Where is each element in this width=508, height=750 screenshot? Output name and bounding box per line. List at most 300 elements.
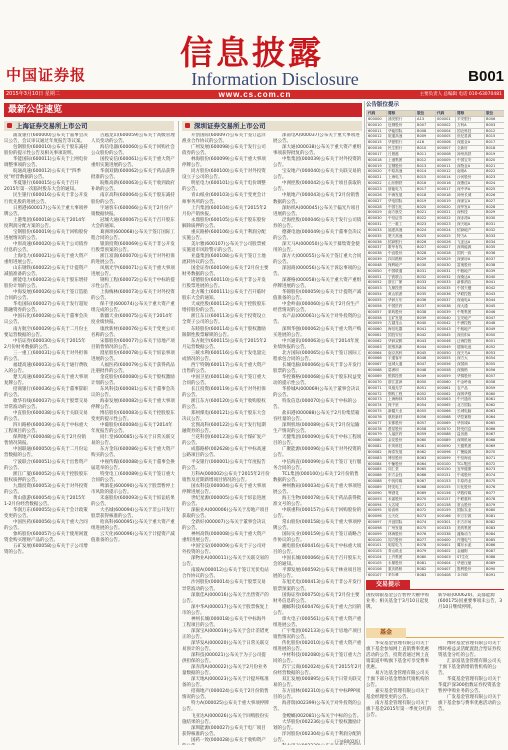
table-cell: B051 (485, 338, 505, 344)
table-cell: 开创国际 (387, 520, 416, 526)
table-cell: B007 (416, 122, 436, 128)
announcement-item: 博时基金管理有限公司关于博时裕益灵活配置混合型证券投资基金分红的公告。 (438, 641, 501, 658)
table-cell: 金花股份 (387, 438, 416, 444)
table-cell: B053 (416, 397, 436, 403)
announcement-item: 民生银行(600016)公布关于非公开发行优先股的进展公告。 (4, 193, 88, 205)
table-cell: 深天地A (456, 222, 485, 228)
announcement-item: 深天地A(000023)公布关于计提坏账准备的公告。 (182, 677, 269, 689)
table-cell: 华侨城A (456, 420, 485, 426)
table-cell: B058 (416, 426, 436, 432)
announcement-item: 深国商(000056)公布关于诉讼事项的公告。 (273, 266, 362, 278)
table-cell: 600052 (367, 280, 387, 286)
announcement-item: 中国长城(000066)公布关于召开股东大会的通知。 (273, 556, 362, 568)
table-cell: 宇通客车 (387, 356, 416, 362)
table-cell: 600068 (367, 368, 387, 374)
table-cell: 000099 (436, 455, 456, 461)
table-cell: B022 (416, 216, 436, 222)
website-url[interactable]: www.cs.com.cn (218, 90, 292, 99)
announcement-item: 沙河股份(000014)公布关于股票交易异常波动的公告。 (182, 580, 266, 592)
table-cell: 000070 (436, 426, 456, 432)
table-cell: 海泰发展 (387, 449, 416, 455)
announcement-item: 上汽集团(600104)公布关于2015年2月份产销快报。 (182, 205, 267, 217)
table-cell: 600031 (367, 222, 387, 228)
table-cell: A16 (416, 140, 436, 146)
table-cell: 浙江富润 (387, 379, 416, 385)
table-cell: B032 (485, 227, 505, 233)
announcement-item: 深赛格(000058)公布关于重大资产重组停牌进展的公告。 (273, 278, 362, 290)
table-cell: B036 (416, 298, 436, 304)
table-cell: 华润双鹤 (387, 338, 416, 344)
table-cell: 农产品 (456, 385, 485, 391)
table-cell: 深华发A (456, 204, 485, 210)
announcement-item: 神州高铁(000008)公布关于重大资产重组进展公告。 (182, 532, 266, 544)
announcement-item: 农产品(000061)公布关于对外投资的公告。 (273, 314, 362, 326)
table-cell: 000404 (436, 560, 456, 566)
table-cell: 600104 (367, 555, 387, 561)
table-cell: 000042 (436, 321, 456, 327)
table-cell: 600096 (367, 514, 387, 520)
announcement-item: 双汇发展(000895)公布关于日常关联交易的公告。 (273, 677, 362, 689)
announcement-item: 深大通(000038)公布关于重大资产重组事项获得批复的公告。 (273, 145, 362, 157)
table-cell: B009 (416, 134, 436, 140)
table-cell: 000333 (436, 525, 456, 531)
announcement-item: 东风科技(600081)公布关于董事会决议的公告。 (91, 386, 175, 399)
table-cell: 600107 (367, 572, 387, 576)
table-cell: 九鼎投资 (387, 286, 416, 292)
table-cell: 600093 (367, 496, 387, 502)
table-cell: 深圳能源 (456, 245, 485, 251)
announcement-item: 开创国际(600097)公布关于签订远洋渔业合作协议的公告。 (182, 133, 266, 145)
table-cell: 600021 (367, 175, 387, 181)
table-cell: B090 (485, 566, 505, 572)
table-cell: B082 (416, 566, 436, 572)
table-cell: B027 (416, 245, 436, 251)
announcement-item: 华控赛格(000068)公布关于股东权益变动的提示性公告。 (273, 374, 362, 386)
announcement-item: 东方金钰(600086)公布关于重大资产购买的公告。 (91, 447, 175, 459)
table-cell: 000038 (436, 303, 456, 309)
table-cell: 000024 (436, 227, 456, 233)
table-cell: 600050 (367, 268, 387, 274)
announcement-item: 深振业A(000006)公布关于房地产项目获取的公告。 (182, 507, 269, 519)
fund-column-left (366, 641, 432, 745)
table-cell: 永鼎股份 (387, 560, 416, 566)
table-cell: 上海梅林 (387, 397, 416, 403)
table-cell: 沙河股份 (456, 175, 485, 181)
table-cell: B040 (485, 274, 505, 280)
table-cell: B034 (416, 286, 436, 292)
table-cell: B027 (485, 198, 505, 204)
table-cell: 600089 (367, 485, 387, 491)
table-cell: 青山纸业 (387, 549, 416, 555)
table-cell: B065 (416, 467, 436, 473)
table-cell: 000033 (436, 280, 456, 286)
announcement-item: 东方园林(002310)公布关于中标PPP项目的公告。 (273, 689, 361, 701)
table-cell: 600026 (367, 192, 387, 198)
table-cell: B035 (485, 245, 505, 251)
table-cell: 600010 (367, 122, 387, 128)
announcement-item: 宝安地产(000040)公布关于关联交易的公告。 (273, 169, 362, 181)
announcement-item: 上海电力(600021)公布关于重大资产重组进展公告。 (4, 253, 88, 265)
table-cell: B045 (416, 350, 436, 356)
table-cell: 深方大 (456, 356, 485, 362)
announcement-item: 福建高速(600033)公布关于通行费收入的公告。 (4, 362, 88, 374)
table-cell: 600100 (367, 537, 387, 543)
bullet-icon (7, 123, 12, 128)
announcement-item: 中信证券(600030)公布关于2015年2月份财务数据的公告。 (4, 338, 86, 350)
table-cell: B074 (485, 473, 505, 479)
announcement-item: 中航地产(000043)公布关于2月份销售数据的公告。 (273, 193, 360, 205)
table-cell: 国农科技 (456, 128, 485, 134)
announcement-item: 中原高速(600020)公布关于公司债券付息的公告。 (4, 241, 88, 253)
announcement-item: 中国医药(600056)公布关于重大合同的公告。 (4, 520, 88, 532)
table-cell: B046 (416, 356, 436, 362)
announcement-item: 浙江东方(600120)公布关于收购股权的公告。 (182, 399, 266, 411)
announcement-item: 深方大(000055)公布关于签订重大合同的公告。 (273, 253, 362, 265)
table-cell: 重庆路桥 (387, 566, 416, 572)
table-cell: B040 (416, 321, 436, 327)
announcement-item: 深深宝A(000019)公布关于会计差错更正的公告。 (182, 628, 269, 640)
index-header-cell: 代码 (367, 111, 387, 117)
table-cell: B015 (485, 134, 505, 140)
table-cell: 600012 (367, 134, 387, 140)
table-cell: 000088 (436, 432, 456, 438)
table-cell: 000016 (436, 181, 456, 187)
table-cell: 600062 (367, 338, 387, 344)
fund-section-title: 基金 (366, 628, 406, 638)
table-cell: 600071 (367, 385, 387, 391)
announcement-item: 兰花科创(600123)公布关于煤矿复产的公告。 (182, 435, 266, 447)
table-cell: B073 (485, 467, 505, 473)
announcement-item: 北方国际(000065)公布关于签订国际工程承包合同的公告。 (273, 350, 362, 362)
table-cell: B029 (485, 210, 505, 216)
table-cell: 神州高铁 (456, 151, 485, 157)
table-cell: 000031 (436, 268, 456, 274)
table-cell: 中直股份 (387, 251, 416, 257)
table-cell: B041 (416, 327, 436, 333)
table-cell: 深深宝A (456, 198, 485, 204)
table-cell: 中金岭南 (456, 379, 485, 385)
announcement-item: 中葡股份(600084)公布关于2014年年度报告的公告。 (91, 423, 173, 435)
table-cell: 000018 (436, 192, 456, 198)
table-cell: 600015 (367, 140, 387, 146)
table-cell: 啤酒花 (387, 490, 416, 496)
table-cell: B089 (485, 560, 505, 566)
fund-section-rule (406, 637, 504, 638)
table-cell: 000100 (436, 461, 456, 467)
table-cell: 冀东水泥 (456, 543, 485, 549)
table-cell: 特变电工 (387, 485, 416, 491)
announcement-item: 东睦股份(600114)公布关于股权激励限制性股票解锁的公告。 (182, 326, 266, 338)
announcement-item: 特发信息(000070)公布关于中标的公告。 (273, 399, 357, 411)
table-cell: B039 (416, 315, 436, 321)
announcement-item: 深圳能源(000027)公布关于电厂项目获得核准的公告。 (182, 725, 266, 737)
table-cell: B062 (485, 403, 505, 409)
announcement-item: 上海梅林(600073)公布关于对外投资的公告。 (91, 290, 175, 302)
table-cell: B028 (416, 251, 436, 257)
szse-column-header (182, 121, 362, 131)
table-cell: 000058 (436, 368, 456, 374)
table-cell: 大名城 (387, 502, 416, 508)
announcement-item: 银鸽投资(600069)公布关于非公开发行股票预案的公告。 (91, 241, 175, 253)
table-cell: B010 (416, 146, 436, 152)
table-cell: 600077 (367, 420, 387, 426)
announcement-item: 同仁堂(600085)公布关于日常关联交易的公告。 (91, 435, 175, 447)
announcement-item: 中材科技(002080)公布关于签订重大合同的公告。 (273, 653, 362, 665)
table-cell: 000090 (436, 444, 456, 450)
table-cell: 深天马A (456, 350, 485, 356)
table-cell: 飞亚达A (456, 239, 485, 245)
table-cell: 宁波联合 (387, 274, 416, 280)
table-cell: 600081 (367, 444, 387, 450)
table-cell: B068 (485, 438, 505, 444)
table-cell: 保利地产 (387, 262, 416, 268)
table-cell: 600073 (367, 397, 387, 403)
announcement-item: 华锦股份(000059)公布关于计提资产减值准备的公告。 (273, 290, 362, 302)
table-cell: 600017 (367, 151, 387, 157)
announcement-item: 华安基金管理有限公司关于旗下基金参加网上直销费率优惠活动的公告，投资者通过网上直销渠道申购旗下基金可享受费率优惠。 (366, 641, 429, 670)
table-cell: 中兴通讯 (456, 397, 485, 403)
announcement-item: 上港集团(600018)公布关于2014年度利润分配方案的公告。 (4, 217, 86, 229)
announcement-item: 南方航空(600029)公布关于二月份主要运营数据的公告。 (4, 326, 88, 338)
page-title-chinese: 信息披露 (180, 33, 324, 72)
table-cell: B079 (416, 549, 436, 555)
announcement-item: 洋河股份(002304)公布关于利润分配的公告。 (273, 731, 362, 743)
announcement-item: 山东钢铁(600022)公布关于计提资产减值准备的公告。 (4, 266, 88, 278)
table-cell: 600074 (367, 403, 387, 409)
table-cell: 中联重科 (456, 496, 485, 502)
table-cell: 胜利股份 (456, 566, 485, 572)
table-cell: 上汽集团 (387, 555, 416, 561)
announcement-item: 澄星股份(600078)公布关于诉讼事项进展的公告。 (91, 350, 175, 362)
table-cell: 新疆天业 (387, 409, 416, 415)
table-cell: 申万宏源 (456, 514, 485, 520)
table-cell: B042 (485, 286, 505, 292)
announcement-item: 国金证券(600109)公布关于2月份主要财务数据的公告。 (182, 266, 269, 278)
table-cell: B006 (485, 116, 505, 122)
table-cell: 深圳华强 (456, 391, 485, 397)
table-cell: 600060 (367, 327, 387, 333)
announcement-item: 长城电脑(000066)公布关于非公开发行股票的公告。 (273, 362, 362, 374)
table-cell: B078 (416, 543, 436, 549)
announcement-item: 嘉实基金管理有限公司关于基金经理变更的公告。 (366, 689, 429, 700)
announcement-item: 中兴通讯(000063)公布关于2014年度业绩快报的公告。 (273, 338, 360, 350)
table-cell: B084 (485, 531, 505, 537)
table-cell: B030 (416, 262, 436, 268)
table-cell: B003 (485, 122, 505, 128)
table-cell: 广聚能源 (456, 449, 485, 455)
announcement-item: 美尔雅(600107)公布关于公司股票被实施退市风险警示的公告。 (182, 241, 266, 253)
table-cell: B020 (416, 204, 436, 210)
table-cell: 000030 (436, 262, 456, 268)
table-row (367, 572, 505, 576)
table-cell: 000012 (436, 169, 456, 175)
table-cell: B031 (485, 222, 505, 228)
table-cell: 皖维高新 (387, 344, 416, 350)
announcement-item: 啤酒花(600090)公布关于股票暂停上市风险的提示公告。 (91, 483, 175, 495)
table-cell: 华数传媒 (456, 490, 485, 496)
table-cell: B037 (485, 257, 505, 263)
table-cell: 宋都股份 (387, 420, 416, 426)
table-cell: 600101 (367, 543, 387, 549)
table-cell: 浙能电力 (387, 186, 416, 192)
table-cell: B046 (485, 309, 505, 315)
table-cell: B077 (416, 537, 436, 543)
table-cell: 神州长城 (456, 192, 485, 198)
table-cell: B062 (416, 449, 436, 455)
table-cell: 000150 (436, 467, 456, 473)
table-cell: B033 (416, 280, 436, 286)
table-cell: 600037 (367, 245, 387, 251)
table-cell: 600098 (367, 525, 387, 531)
trading-tips-left: 国投瑞银基金公告暂停大额申购业务；相关基金于3月10日起复牌。 (366, 593, 429, 610)
table-cell: 000158 (436, 502, 456, 508)
table-cell: B069 (485, 444, 505, 450)
table-cell: 凤凰光学 (387, 385, 416, 391)
table-cell: B070 (416, 496, 436, 502)
table-cell: B017 (416, 186, 436, 192)
table-cell: B060 (416, 438, 436, 444)
table-cell: 深桑达A (456, 274, 485, 280)
table-cell: 000089 (436, 438, 456, 444)
announcement-item: 飞亚达A(000026)公布关于回购股份实施结果的公告。 (182, 713, 269, 725)
table-cell: 000045 (436, 333, 456, 339)
table-cell: B069 (416, 490, 436, 496)
table-cell: 楚天高速 (387, 233, 416, 239)
table-cell: 上港集团 (387, 157, 416, 163)
announcement-item: 中金岭南(000060)公布关于2月份生产经营情况的公告。 (273, 302, 360, 314)
table-cell: 海信电器 (387, 327, 416, 333)
announcement-item: 钢构工程(600072)公布关于中标的提示性公告。 (91, 278, 175, 290)
table-cell: 金融街 (456, 549, 485, 555)
index-header-cell: 版位 (485, 111, 505, 117)
table-cell: B023 (485, 175, 505, 181)
announcement-item: 宇通客车(600066)公布关于2月份产销数据快报。 (91, 205, 174, 217)
sse-column-title: 上海证券交易所上市公司 (16, 122, 88, 130)
announcement-item: 西宁特钢(600117)公布关于重大资产出售的公告。 (182, 362, 266, 374)
table-cell: 000338 (436, 531, 456, 537)
table-cell: 国际实业 (456, 508, 485, 514)
table-cell: B063 (416, 455, 436, 461)
table-cell: 600103 (367, 549, 387, 555)
table-cell: 中粮地产 (456, 268, 485, 274)
table-cell: 000004 (436, 128, 456, 134)
announcement-item: 易方达基金管理有限公司关于旗下部分基金增加代销机构的公告。 (366, 671, 429, 688)
announcement-item: 亚盛集团(600108)公布关于签订土地流转协议的公告。 (182, 253, 266, 265)
table-cell: B024 (416, 227, 436, 233)
announcement-index-title: 公告版位提示 (366, 102, 400, 108)
table-cell: 福建高速 (387, 227, 416, 233)
table-cell: 600106 (367, 566, 387, 572)
table-cell: 深物业A (456, 163, 485, 169)
trading-tips-rule (410, 589, 504, 590)
announcement-item: 明星电力(600101)公布关于电价调整的公告。 (182, 181, 266, 193)
table-cell: B052 (485, 344, 505, 350)
announcement-item: 泛海控股(000046)公布关于发行公司债券的公告。 (273, 217, 362, 229)
table-cell: 000009 (436, 157, 456, 163)
table-cell: 特发信息 (456, 426, 485, 432)
table-cell: 中国宝安 (456, 157, 485, 163)
table-cell: 000049 (436, 344, 456, 350)
table-cell: 000011 (436, 163, 456, 169)
announcement-item: 南京高科(600064)公布关于股东减持股份的公告。 (91, 193, 175, 205)
announcement-item: 宝钢股份(600019)公布关于回购股份进展情况的公告。 (4, 229, 88, 241)
table-cell: 000021 (436, 210, 456, 216)
announcement-item: 全新好(000007)公布关于董事会决议的公告。 (182, 520, 266, 532)
table-cell: 000005 (436, 134, 456, 140)
table-cell: B049 (416, 373, 436, 379)
announcement-item: 日照港(600017)公布关于重大事项停牌公告。 (4, 205, 88, 217)
table-cell: 深中华A (456, 186, 485, 192)
table-cell: 招商银行 (387, 239, 416, 245)
table-cell: 银鸽投资 (387, 373, 416, 379)
table-cell: B011 (416, 151, 436, 157)
table-cell: 000017 (436, 186, 456, 192)
table-cell: B067 (416, 479, 436, 485)
table-cell: 华锦股份 (456, 373, 485, 379)
announcement-item: 广发基金管理有限公司关于旗下基金参与费率优惠活动的公告。 (438, 695, 501, 712)
trading-tips-title: 交易提示 (366, 580, 410, 590)
table-cell: 000096 (436, 449, 456, 455)
page-number: B001 (468, 68, 504, 85)
table-cell: 深科技 (456, 210, 485, 216)
table-cell: 000056 (436, 362, 456, 368)
table-cell: B029 (416, 257, 436, 263)
issue-date: 2015年3月10日 星期二 (6, 91, 60, 97)
table-cell: B049 (485, 327, 505, 333)
announcement-item: 神州长城(000018)公布关于中标海外工程项目的公告。 (182, 616, 266, 628)
announcement-item: 湘电股份(600416)公布关于中标重大项目的公告。 (273, 544, 362, 556)
table-cell: B076 (416, 531, 436, 537)
announcement-item: 广州发展(600098)公布关于发行公司债券的公告。 (182, 145, 266, 157)
announcement-item: 宏图高科(600122)公布关于发行短期融资券的公告。 (182, 423, 266, 435)
section-title: 最新公告速览 (8, 105, 63, 115)
announcement-item: 歌华有线(600037)公布关于股票交易异常波动的公告。 (4, 399, 88, 411)
table-cell: 000069 (436, 420, 456, 426)
table-cell: 深康佳A (456, 181, 485, 187)
announcement-item: 同方股份(600100)公布关于对外投资设立子公司的公告。 (182, 169, 266, 181)
table-cell: 000019 (436, 198, 456, 204)
table-cell: 同方股份 (387, 537, 416, 543)
table-cell: B019 (485, 151, 505, 157)
table-cell: 600105 (367, 560, 387, 566)
table-cell: 600078 (367, 426, 387, 432)
table-cell: 600064 (367, 350, 387, 356)
table-cell: 万科A (456, 122, 485, 128)
announcement-item: 凤凰光学(600071)公布关于重大事项进展公告。 (91, 266, 175, 278)
table-cell: 600063 (367, 344, 387, 350)
table-cell: 保千里 (387, 403, 416, 409)
table-cell: B075 (416, 525, 436, 531)
table-cell: 钢构工程 (387, 391, 416, 397)
table-cell: B061 (485, 397, 505, 403)
table-cell: 禾嘉股份 (387, 496, 416, 502)
announcement-item: 华夏基金管理有限公司关于华夏沪深300指数证券投资基金暂停申购业务的公告。 (438, 677, 501, 694)
announcement-item: 深中华A(000017)公布关于股票恢复上市的公告。 (182, 604, 269, 616)
table-cell: 平安银行 (456, 116, 485, 122)
table-cell: 600051 (367, 274, 387, 280)
table-cell: 000006 (436, 140, 456, 146)
table-cell: 国投安信 (387, 333, 416, 339)
table-cell: 000157 (436, 496, 456, 502)
table-cell: 600097 (367, 520, 387, 526)
table-cell: 600069 (367, 373, 387, 379)
table-cell: 000153 (436, 479, 456, 485)
announcement-item: 传化股份(002010)公布关于重大资产重组进展的公告。 (273, 640, 362, 652)
table-cell: 深纺织A (456, 333, 485, 339)
announcement-item: 浦发银行(600000)公布关于董事会决议公告，会议审议通过年度报告等议案。 (4, 133, 88, 145)
szse-column-title: 深圳证券交易所上市公司 (194, 122, 266, 130)
table-cell: B038 (485, 262, 505, 268)
